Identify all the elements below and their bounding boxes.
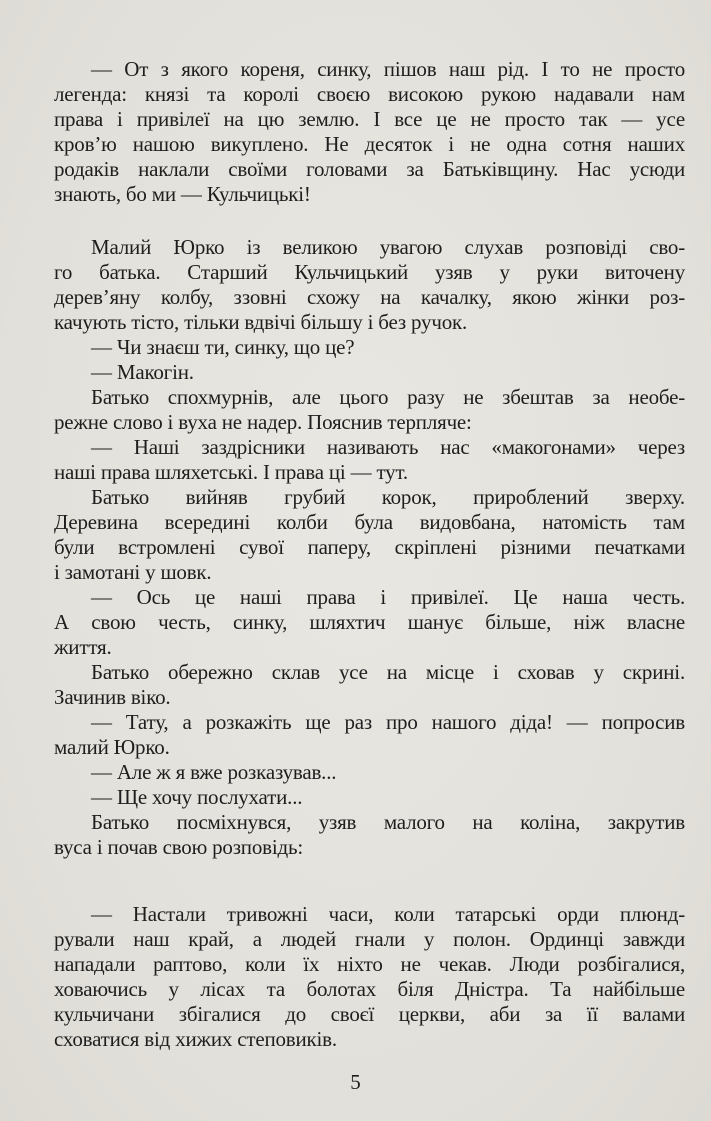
text-line: нападали раптово, коли їх ніхто не чекав. Люди розбігалися, (54, 952, 685, 976)
paragraph (54, 585, 685, 660)
text-line: права і привілеї на цю землю. І все це не просто так — усе (54, 107, 685, 131)
paragraph (54, 57, 685, 207)
paragraph (54, 760, 685, 785)
text-line: го батька. Старший Кульчицький узяв у руки виточену (54, 260, 685, 284)
text-line: Батько обережно склав усе на місце і сховав у скрині. (91, 660, 685, 684)
paragraph (54, 485, 685, 585)
text-line: — Ось це наші права і привілеї. Це наша честь. (91, 585, 685, 609)
text-line: — Ще хочу послухати... (91, 785, 303, 809)
text-line: Батько посміхнувся, узяв малого на коліна, закрутив (91, 810, 685, 834)
text-line: — Тату, а розкажіть ще раз про нашого діда! — попросив (91, 710, 685, 734)
text-line: були встромлені сувої паперу, скріплені різними печатками (54, 535, 685, 559)
text-line: Батько вийняв грубий корок, прироблений зверху. (91, 485, 685, 509)
text-line: качують тісто, тільки вдвічі більшу і без ручок. (54, 310, 468, 334)
text-line: сховатися від хижих степовиків. (54, 1027, 337, 1051)
text-line: Зачинив віко. (54, 685, 171, 709)
text-line: знають, бо ми — Кульчицькі! (54, 182, 311, 206)
text-line: родаків наклали своїми головами за Батьківщину. Нас усюди (54, 157, 685, 181)
text-line: — От з якого кореня, синку, пішов наш рід. І то не просто (91, 57, 685, 81)
text-line: дерев’яну колбу, ззовні схожу на качалку, якою жінки роз- (54, 285, 685, 309)
paragraph (54, 660, 685, 710)
paragraph (54, 235, 685, 335)
text-line: А свою честь, синку, шляхтич шанує більше, ніж власне (54, 610, 685, 634)
text-line: Малий Юрко із великою увагою слухав розповіді сво- (91, 235, 685, 259)
text-line: — Макогін. (91, 360, 194, 384)
text-line: і замотані у шовк. (54, 560, 212, 584)
text-line: кульчичани збігалися до своєї церкви, аби за її валами (54, 1002, 685, 1026)
text-line: ховаючись у лісах та болотах біля Дністра. Та найбільше (54, 977, 685, 1001)
text-line: Батько спохмурнів, але цього разу не збештав за необе- (91, 385, 685, 409)
text-line: — Чи знаєш ти, синку, що це? (91, 335, 355, 359)
page-number: 5 (350, 1070, 361, 1094)
paragraph (54, 335, 685, 360)
paragraph (54, 435, 685, 485)
paragraph (54, 902, 685, 1052)
paragraph-spacer (54, 207, 685, 235)
text-line: рували наш край, а людей гнали у полон. Ординці завжди (54, 927, 685, 951)
text-line: — Але ж я вже розказував... (91, 760, 337, 784)
page-body-text (54, 57, 685, 1052)
paragraph (54, 385, 685, 435)
paragraph (54, 810, 685, 860)
paragraph (54, 360, 685, 385)
paragraph-spacer (54, 860, 685, 902)
text-line: вуса і почав свою розповідь: (54, 835, 303, 859)
text-line: режне слово і вуха не надер. Пояснив терпляче: (54, 410, 472, 434)
text-line: життя. (54, 635, 112, 659)
text-line: Деревина всередині колби була видовбана, натомість там (54, 510, 685, 534)
text-line: — Наші заздрісники називають нас «макогонами» через (91, 435, 685, 459)
text-line: легенда: князі та королі своєю високою рукою надавали нам (54, 82, 685, 106)
text-line: кров’ю нашою викуплено. Не десяток і не одна сотня наших (54, 132, 685, 156)
text-line: наші права шляхетські. І права ці — тут. (54, 460, 408, 484)
text-line: малий Юрко. (54, 735, 170, 759)
paragraph (54, 785, 685, 810)
text-line: — Настали тривожні часи, коли татарські орди плюнд- (91, 902, 685, 926)
paragraph (54, 710, 685, 760)
